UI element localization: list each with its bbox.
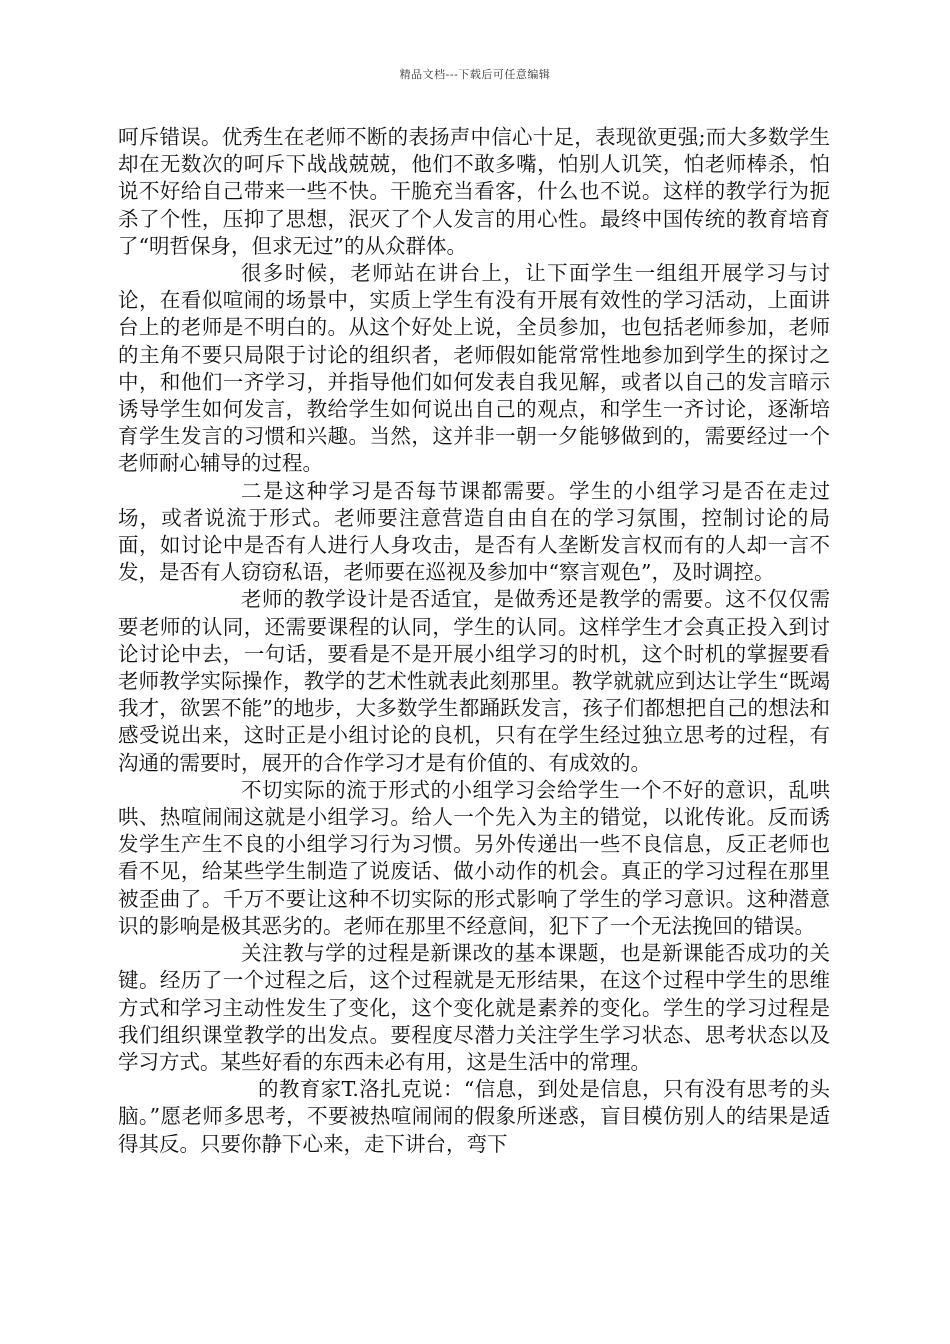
paragraph-2: 很多时候，老师站在讲台上，让下面学生一组组开展学习与讨论，在看似喧闹的场景中，实质上学生有没有开展有效性的学习活动，上面讲台上的老师是不明白的。从这个好处上说，全员参加，也包括老师参加，老师的主角不要只局限于讨论的组织者，老师假如能常常性地参加到学生的探讨之中，和他们一齐学习，并指导他们如何发表自我见解，或者以自己的发言暗示诱导学生如何发言，教给学生如何说出自己的观点，和学生一齐讨论，逐渐培育学生发言的习惯和兴趣。当然，这并非一朝一夕能够做到的，需要经过一个老师耐心辅导的过程。: [118, 261, 830, 476]
page-header: 精品文档---下载后可任意编辑: [399, 68, 551, 81]
paragraph-7: 的教育家T.洛扎克说：“信息，到处是信息，只有没有思考的头脑。”愿老师多思考，不要被热喧闹闹的假象所迷惑，盲目模仿别人的结果是适得其反。只要你静下心来，走下讲台，弯下: [118, 1077, 830, 1156]
paragraph-6: 关注教与学的过程是新课改的基本课题，也是新课能否成功的关键。经历了一个过程之后，这个过程就是无形结果，在这个过程中学生的思维方式和学习主动性发生了变化，这个变化就是素养的变化。学生的学习过程是我们组织课堂教学的出发点。要程度尽潜力关注学生学习状态、思考状态以及学习方式。某些好看的东西未必有用，这是生活中的常理。: [118, 941, 830, 1074]
paragraph-5: 不切实际的流于形式的小组学习会给学生一个不好的意识，乱哄哄、热喧闹闹这就是小组学习。给人一个先入为主的错觉，以讹传讹。反而诱发学生产生不良的小组学习行为习惯。另外传递出一些不良信息，反正老师也看不见，给某些学生制造了说废话、做小动作的机会。真正的学习过程在那里被歪曲了。千万不要让这种不切实际的形式影响了学生的学习意识。这种潜意识的影响是极其恶劣的。老师在那里不经意间，犯下了一个无法挽回的错误。: [118, 777, 830, 938]
paragraph-3: 二是这种学习是否每节课都需要。学生的小组学习是否在走过场，或者说流于形式。老师要注意营造自由自在的学习氛围，控制讨论的局面，如讨论中是否有人进行人身攻击，是否有人垄断发言权而有的人却一言不发，是否有人窃窃私语，老师要在巡视及参加中“察言观色”，及时调控。: [118, 478, 830, 585]
document-body: [118, 124, 830, 1158]
paragraph-4: 老师的教学设计是否适宜，是做秀还是教学的需要。这不仅仅需要老师的认同，还需要课程的认同，学生的认同。这样学生才会真正投入到讨论讨论中去，一句话，要看是不是开展小组学习的时机，这个时机的掌握要看老师教学实际操作，教学的艺术性就表此刻那里。教学就就应到达让学生“既竭我才，欲罢不能”的地步，大多数学生都踊跃发言，孩子们都想把自己的想法和感受说出来，这时正是小组讨论的良机，只有在学生经过独立思考的过程，有沟通的需要时，展开的合作学习才是有价值的、有成效的。: [118, 587, 830, 775]
paragraph-1: 呵斥错误。优秀生在老师不断的表扬声中信心十足，表现欲更强;而大多数学生却在无数次的呵斥下战战兢兢，他们不敢多嘴，怕别人讥笑，怕老师棒杀，怕说不好给自己带来一些不快。干脆充当看客，什么也不说。这样的教学行为扼杀了个性，压抑了思想，泯灭了个人发言的用心性。最终中国传统的教育培育了“明哲保身，但求无过”的从众群体。: [118, 125, 830, 258]
